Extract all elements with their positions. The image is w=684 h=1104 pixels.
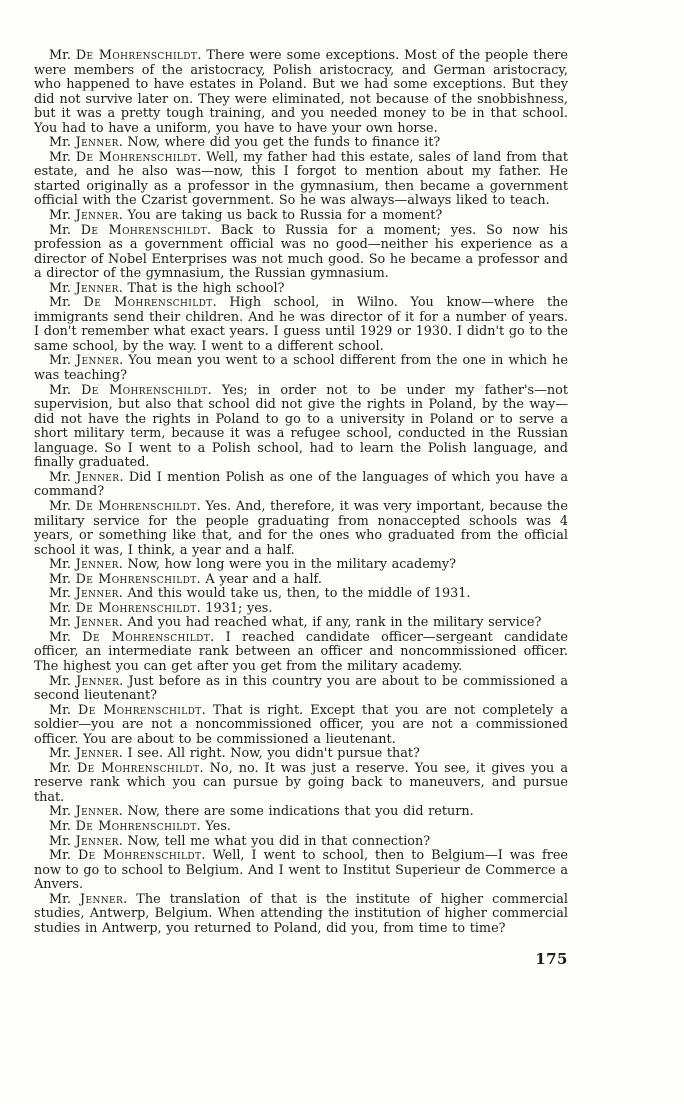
transcript-paragraph xyxy=(34,558,568,573)
speaker-name: Mr. Jenner. xyxy=(49,208,123,224)
speech-text: And this would take us, then, to the middle of 1931. xyxy=(122,586,471,602)
speech-text: And you had reached what, if any, rank in the military service? xyxy=(122,615,542,631)
transcript-paragraph xyxy=(34,762,568,806)
transcript-paragraph xyxy=(34,296,568,354)
speaker-name: Mr. De Mohrenschildt. xyxy=(49,702,206,718)
speaker-name: Mr. De Mohrenschildt. xyxy=(49,848,206,864)
speech-text: The translation of that is the institute of higher commercial studies, Antwerp, Belgium. When attending the institution of higher commercial studies in Antwerp, you returned to Poland, did you, from time to time? xyxy=(34,891,568,936)
transcript-paragraph xyxy=(34,354,568,383)
speaker-name: Mr. Jenner. xyxy=(49,469,124,485)
transcript-paragraph xyxy=(34,500,568,558)
speech-text: Well, my father had this estate, sales of land from that estate, and he also was—now, this I forgot to mention about my father. He started originally as a professor in the gymnasium, then became a government official with the Czarist government. So he was always—always liked to teach. xyxy=(34,149,568,209)
speaker-name: Mr. De Mohrenschildt. xyxy=(49,571,201,587)
speaker-name: Mr. Jenner. xyxy=(49,557,123,573)
speech-text: Yes. And, therefore, it was very important, because the military service for the people graduating from nonaccepted schools was 4 years, or something like that, and for the ones who graduated from the official school it was, I think, a year and a half. xyxy=(34,498,568,558)
speaker-name: Mr. De Mohrenschildt. xyxy=(49,629,215,645)
speaker-name: Mr. De Mohrenschildt. xyxy=(49,498,201,514)
speech-text: Yes. xyxy=(200,818,231,834)
speaker-name: Mr. De Mohrenschildt. xyxy=(49,48,202,63)
speech-text: High school, in Wilno. You know—where the immigrants send their children. And he was director of it for a number of years. I don't remember what exact years. I guess until 1929 or 1930. I didn't go to the same school, by the way. I went to a different school. xyxy=(34,295,568,354)
speech-text: There were some exceptions. Most of the people there were members of the aristocracy, Polish aristocracy, and German aristocracy, who happened to have estates in Poland. But we had some exceptions. But they did not survive later on. They were eliminated, not because of the snobbishness, but it was a pretty tough training, and you needed money to be in that school. You had to have a uniform, you have to have your own horse. xyxy=(34,48,568,136)
transcript-paragraph xyxy=(34,849,568,893)
speaker-name: Mr. Jenner. xyxy=(49,673,124,689)
transcript-paragraph xyxy=(34,835,568,850)
speech-text: A year and a half. xyxy=(200,571,322,587)
speech-text: You mean you went to a school different from the one in which he was teaching? xyxy=(34,353,568,384)
speech-text: You are taking us back to Russia for a moment? xyxy=(122,208,443,224)
transcript-paragraph xyxy=(34,136,568,151)
transcript-paragraph xyxy=(34,747,568,762)
transcript-paragraph xyxy=(34,820,568,835)
speech-text: 1931; yes. xyxy=(200,600,273,616)
transcript-paragraph xyxy=(34,631,568,675)
speech-text: That is the high school? xyxy=(122,280,285,296)
speaker-name: Mr. Jenner. xyxy=(49,746,123,762)
transcript-paragraph xyxy=(34,209,568,224)
speech-text: Now, how long were you in the military academy? xyxy=(122,557,457,573)
speaker-name: Mr. De Mohrenschildt. xyxy=(49,295,217,311)
speaker-name: Mr. Jenner. xyxy=(49,353,124,369)
speech-text: No, no. It was just a reserve. You see, it gives you a reserve rank which you can pursue by going back to maneuvers, and pursue that. xyxy=(34,760,568,805)
speech-text: Did I mention Polish as one of the languages of which you have a command? xyxy=(34,469,568,500)
page-number: 175 xyxy=(535,950,568,969)
speaker-name: Mr. De Mohrenschildt. xyxy=(49,222,212,238)
transcript-paragraph xyxy=(34,573,568,588)
transcript-paragraph xyxy=(34,616,568,631)
speaker-name: Mr. Jenner. xyxy=(49,804,123,820)
speaker-name: Mr. De Mohrenschildt. xyxy=(49,760,204,776)
speaker-name: Mr. De Mohrenschildt. xyxy=(49,149,202,165)
speaker-name: Mr. Jenner. xyxy=(49,280,123,296)
transcript-paragraph xyxy=(34,384,568,471)
speech-text: That is right. Except that you are not completely a soldier—you are not a noncommissioned officer, you are not a commissioned officer. You are about to be commissioned a lieutenant. xyxy=(34,702,568,747)
speech-text: Back to Russia for a moment; yes. So now his profession as a government official was no good—neither his experience as a director of Nobel Enterprises was not much good. So he became a professor and a director of the gymnasium, the Russian gymnasium. xyxy=(34,222,568,282)
speaker-name: Mr. De Mohrenschildt. xyxy=(49,600,201,616)
speech-text: Well, I went to school, then to Belgium—I was free now to go to school to Belgium. And I went to Institut Superieur de Commerce a Anvers. xyxy=(34,848,568,893)
transcript-paragraph xyxy=(34,675,568,704)
speech-text: Now, there are some indications that you did return. xyxy=(122,804,474,820)
speaker-name: Mr. Jenner. xyxy=(49,891,128,907)
transcript-paragraph xyxy=(34,587,568,602)
speech-text: Yes; in order not to be under my father's—not supervision, but also that school did not give the rights in Poland, by the way—did not have the rights in Poland to go to a university in Poland or to serve a short military term, because it was a refugee school, conducted in the Russian language. So I went to a Polish school, had to learn the Polish language, and finally graduated. xyxy=(34,382,568,471)
speaker-name: Mr. De Mohrenschildt. xyxy=(49,818,201,834)
speech-text: I see. All right. Now, you didn't pursue that? xyxy=(122,746,420,762)
speech-text: Now, tell me what you did in that connection? xyxy=(122,833,431,849)
speaker-name: Mr. Jenner. xyxy=(49,586,123,602)
transcript-paragraph xyxy=(34,704,568,748)
transcript-paragraph xyxy=(34,282,568,297)
speaker-name: Mr. De Mohrenschildt. xyxy=(49,382,212,398)
speaker-name: Mr. Jenner. xyxy=(49,135,123,151)
speaker-name: Mr. Jenner. xyxy=(49,615,123,631)
transcript-paragraph xyxy=(34,49,568,136)
transcript-paragraph xyxy=(34,224,568,282)
speech-text: Now, where did you get the funds to finance it? xyxy=(122,135,441,151)
speaker-name: Mr. Jenner. xyxy=(49,833,123,849)
transcript-paragraph xyxy=(34,151,568,209)
speech-text: Just before as in this country you are about to be commissioned a second lieutenant? xyxy=(34,673,568,704)
speech-text: I reached candidate officer—sergeant candidate officer, an intermediate rank between an officer and noncommissioned officer. The highest you can get after you get from the military academy. xyxy=(34,629,568,674)
transcript-paragraph xyxy=(34,602,568,617)
transcript-paragraph xyxy=(34,471,568,500)
transcript-text xyxy=(34,49,568,967)
transcript-paragraph xyxy=(34,893,568,937)
transcript-paragraph xyxy=(34,805,568,820)
